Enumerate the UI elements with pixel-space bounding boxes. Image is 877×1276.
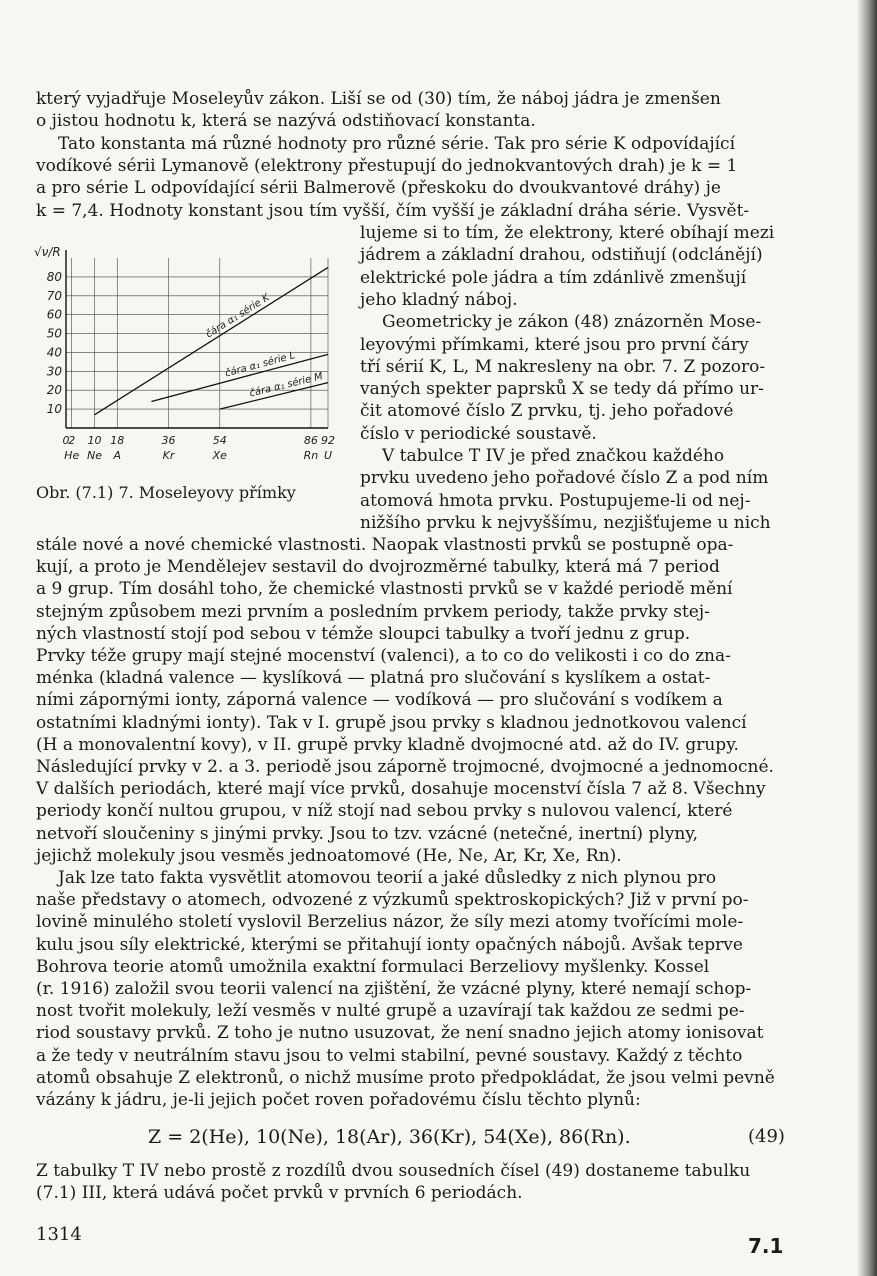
text-line: jejichž molekuly jsou vesměs jednoatomové (He, Ne, Ar, Kr, Xe, Rn).	[36, 845, 622, 866]
text-line: atomová hmota prvku. Postupujeme-li od nej-	[360, 490, 751, 511]
text-line: netvoří sloučeniny s jinými prvky. Jsou to tzv. vzácné (netečné, inertní) plyny,	[36, 823, 699, 844]
text-line: a že tedy v neutrálním stavu jsou to velmi stabilní, pevné soustavy. Každý z těchto	[36, 1045, 743, 1066]
section-number: 7.1	[748, 1234, 784, 1258]
text-line: číslo v periodické soustavě.	[360, 423, 597, 444]
text-line: kulu jsou síly elektrické, kterými se přitahují ionty opačných nábojů. Avšak teprve	[36, 934, 743, 955]
x-tick-label: 0	[62, 434, 70, 447]
y-axis-label: √ν/R	[34, 245, 61, 259]
series-label: čára α₁ série K	[204, 292, 272, 341]
text-line: kují, a proto je Mendělejev sestavil do dvojrozměrné tabulky, která má 7 period	[36, 557, 720, 578]
y-tick-label: 60	[46, 307, 62, 322]
y-tick-label: 70	[46, 288, 62, 303]
text-line: vázány k jádru, je-li jejich počet roven pořadovému číslu těchto plynů:	[36, 1090, 641, 1110]
text-line: elektrické pole jádra a tím zdánlivě zmenšují	[360, 267, 747, 288]
text-line: ménka (kladná valence — kyslíková — platná pro slučování s kyslíkem a ostat-	[36, 668, 711, 689]
text-line: atomů obsahuje Z elektronů, o nichž musíme proto předpokládat, že jsou velmi pevně	[36, 1067, 775, 1088]
y-tick-label: 10	[46, 402, 62, 417]
series-label: čára α₁ série M	[248, 371, 325, 400]
y-tick-label: 50	[46, 326, 62, 341]
x-tick-label: 2	[68, 434, 76, 447]
x-tick-label: 36	[161, 434, 176, 447]
text-line: riod soustavy prvků. Z toho je nutno usuzovat, že není snadno jejich atomy ionisovat	[36, 1023, 764, 1044]
y-tick-label: 40	[46, 345, 62, 360]
y-tick-label: 20	[46, 383, 62, 398]
text-line: Jak lze tato fakta vysvětlit atomovou teorií a jaké důsledky z nich plynou pro	[58, 868, 717, 888]
x-element-label: A	[113, 449, 122, 462]
text-line: prvku uvedeno jeho pořadové číslo Z a pod ním	[360, 468, 769, 489]
y-tick-label: 80	[46, 269, 62, 284]
text-line: jádrem a základní drahou, odstiňují (odclánějí)	[360, 245, 763, 266]
equation-49: Z = 2(He), 10(Ne), 18(Ar), 36(Kr), 54(Xe), 86(Rn).	[148, 1126, 631, 1148]
y-tick-label: 30	[46, 364, 62, 379]
text-line: lovině minulého století vyslovil Berzelius názor, že síly mezi atomy tvořícími mole-	[36, 912, 744, 933]
text-line: Tato konstanta má různé hodnoty pro různé série. Tak pro série K odpovídající	[58, 133, 736, 154]
text-line: ných vlastností stojí pod sebou v témže sloupci tabulky a tvoří jednu z grup.	[36, 623, 691, 644]
text-line: V tabulce T IV je před značkou každého	[382, 446, 725, 466]
text-line: naše představy o atomech, odvozené z výzkumů spektroskopických? Již v první po-	[36, 890, 749, 911]
text-line: čit atomové číslo Z prvku, tj. jeho pořadové	[360, 401, 734, 422]
text-line: V dalších periodách, které mají více prvků, dosahuje mocenství čísla 7 až 8. Všechny	[36, 779, 766, 800]
page-number: 1314	[36, 1224, 82, 1245]
text-line: stále nové a nové chemické vlastnosti. Naopak vlastnosti prvků se postupně opa-	[36, 535, 734, 555]
text-line: o jistou hodnotu k, která se nazývá odstiňovací konstanta.	[36, 111, 536, 132]
text-line: ními zápornými ionty, záporná valence — vodíková — pro slučování s vodíkem a	[36, 690, 723, 711]
text-line: Z tabulky T IV nebo prostě z rozdílů dvou sousedních čísel (49) dostaneme tabulku	[36, 1161, 751, 1181]
text-line: a 9 grup. Tím dosáhl toho, že chemické vlastnosti prvků se v každé periodě mění	[36, 579, 733, 600]
text-line: periody končí nultou grupou, v níž stojí nad sebou prvky s nulovou valencí, které	[36, 801, 733, 822]
text-line: který vyjadřuje Moseleyův zákon. Liší se od (30) tím, že náboj jádra je zmenšen	[36, 89, 721, 109]
equation-number: (49)	[748, 1126, 785, 1147]
x-element-label: Xe	[212, 449, 227, 462]
text-line: vodíkové sérii Lymanově (elektrony přestupují do jednokvantových drah) je k = 1	[36, 155, 738, 176]
x-tick-label: 86	[303, 434, 318, 447]
text-line: (H a monovalentní kovy), v II. grupě prvky kladně dvojmocné atd. až do IV. grupy.	[36, 734, 739, 755]
x-tick-label: 92	[321, 434, 335, 447]
book-spine-shadow	[857, 0, 877, 1276]
text-line: a pro série L odpovídající sérii Balmerově (přeskoku do dvoukvantové dráhy) je	[36, 178, 721, 199]
text-line: vaných spekter paprsků X se tedy dá přímo ur-	[360, 379, 764, 400]
text-line: jeho kladný náboj.	[360, 289, 518, 310]
text-line: tří sérií K, L, M nakresleny na obr. 7. Z pozoro-	[360, 356, 766, 377]
text-line: nost tvořit molekuly, leží vesměs v nulté grupě a uzavírají tak každou ze sedmi pe-	[36, 1001, 745, 1022]
series-label: čára α₁ série L	[224, 350, 297, 380]
text-line: (r. 1916) založil svou teorii valencí na zjištění, že vzácné plyny, které nemají schop-	[36, 979, 752, 999]
text-line: lujeme si to tím, že elektrony, které obíhají mezi	[360, 223, 775, 243]
series-line	[94, 267, 328, 414]
text-line: stejným způsobem mezi prvním a posledním prvkem periody, takže prvky stej-	[36, 601, 710, 622]
x-tick-label: 54	[212, 434, 227, 447]
text-line: Následující prvky v 2. a 3. periodě jsou záporně trojmocné, dvojmocné a jednomocné.	[36, 757, 774, 777]
figure-caption: Obr. (7.1) 7. Moseleyovy přímky	[36, 483, 296, 502]
x-tick-label: 10	[87, 434, 102, 447]
text-line: ostatními kladnými ionty). Tak v I. grupě jsou prvky s kladnou jednotkovou valencí	[36, 712, 747, 733]
text-line: Geometricky je zákon (48) znázorněn Mose-	[382, 312, 762, 333]
text-line: (7.1) III, která udává počet prvků v prvních 6 periodách.	[36, 1183, 523, 1203]
text-line: Bohrova teorie atomů umožnila exaktní formulaci Berzeliovy myšlenky. Kossel	[36, 956, 710, 977]
x-element-label: U	[323, 449, 333, 462]
text-line: k = 7,4. Hodnoty konstant jsou tím vyšší, čím vyšší je základní dráha série. Vysvět-	[36, 200, 750, 221]
text-line: nižšího prvku k nejvyššímu, nezjišťujeme u nich	[360, 512, 771, 533]
x-element-label: Kr	[162, 449, 175, 462]
moseley-lines-figure	[28, 240, 348, 480]
x-tick-label: 18	[110, 434, 125, 447]
x-element-label: Ne	[86, 449, 102, 462]
text-line: leyovými přímkami, které jsou pro první čáry	[360, 334, 749, 355]
text-line: Prvky téže grupy mají stejné mocenství (valenci), a to co do velikosti i co do zna-	[36, 646, 731, 666]
x-element-label: Rn	[303, 449, 319, 462]
x-element-label: He	[64, 449, 80, 462]
